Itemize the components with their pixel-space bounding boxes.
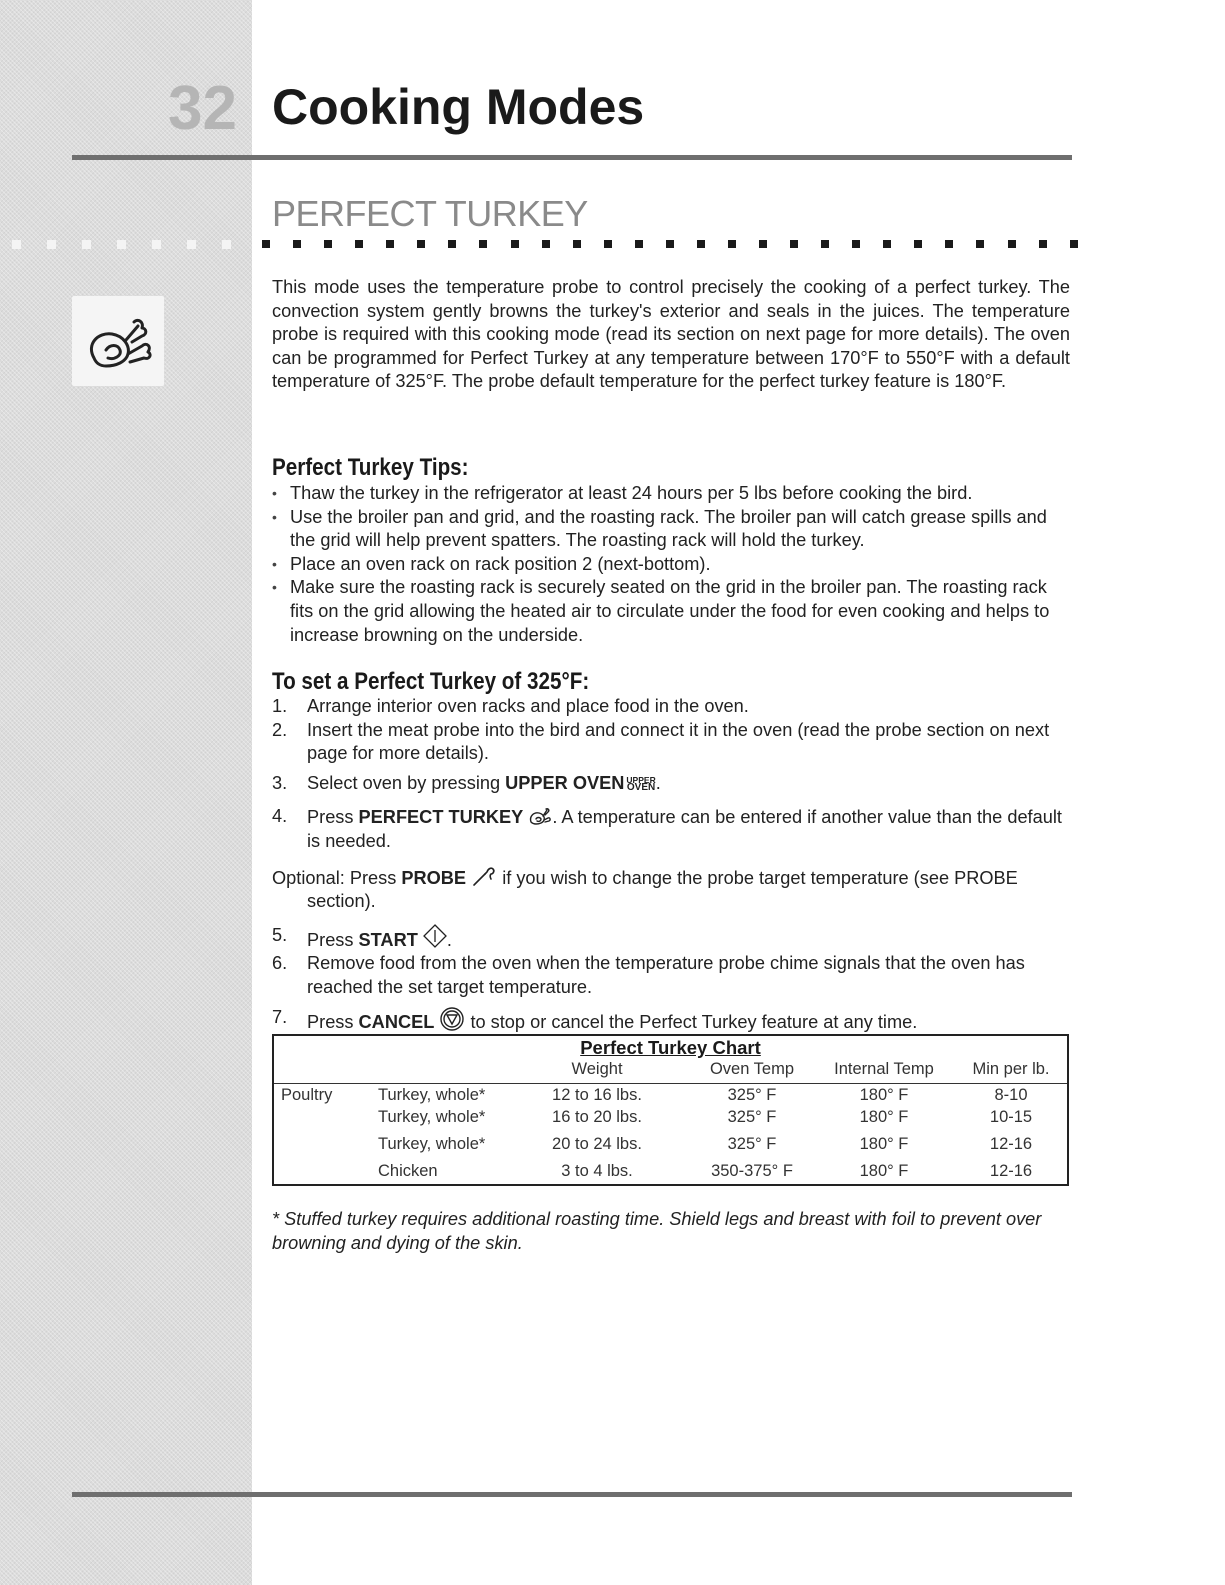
start-key-label: START <box>358 929 418 950</box>
step-number: 5. <box>272 924 288 945</box>
step-number: 1. <box>272 696 288 716</box>
table-row: Turkey, whole* 16 to 20 lbs. 325° F 180° F 10-15 <box>378 1108 1033 1126</box>
step-2 <box>272 719 1070 766</box>
bottom-rule <box>72 1492 1072 1497</box>
chart-header-divider <box>274 1083 1067 1084</box>
step-text: Arrange interior oven racks and place food in the oven. <box>307 696 749 716</box>
chart-footnote: * Stuffed turkey requires additional roasting time. Shield legs and breast with foil to prevent over browning and dying of the skin. <box>272 1209 1042 1253</box>
top-rule <box>72 155 1072 160</box>
perfect-turkey-key-label: PERFECT TURKEY <box>358 807 524 828</box>
step-number: 6. <box>272 953 288 974</box>
probe-icon <box>471 864 497 888</box>
tips-list <box>272 482 1070 647</box>
header-oven-temp: Oven Temp <box>709 1060 795 1078</box>
step-4: 4. Press PERFECT TURKEY . A temperature can be entered if another value than the default is needed. <box>272 806 1062 851</box>
probe-key-label: PROBE <box>401 867 467 888</box>
cancel-key-label: CANCEL <box>358 1011 435 1032</box>
intro-paragraph: This mode uses the temperature probe to control precisely the cooking of a perfect turkey. The convection system gently browns the turkey's exterior and seals in the juices. The temperature probe is required with this cooking mode (read its section on next page for more details). The oven can be programmed for Perfect Turkey at any temperature between 170°F to 550°F with a default temperature of 325°F. The probe default temperature for the perfect turkey feature is 180°F. <box>272 277 1070 392</box>
start-icon <box>423 924 447 950</box>
turkey-mode-icon-box <box>72 296 164 386</box>
section-heading: PERFECT TURKEY <box>272 193 588 234</box>
step-number: 3. <box>272 772 288 793</box>
step-6: 6. Remove food from the oven when the temperature probe chime signals that the oven has reached the set target temperature. <box>272 953 1025 997</box>
step-5: 5. Press START . <box>272 924 452 950</box>
page-number: 32 <box>168 74 237 143</box>
step-text: Insert the meat probe into the bird and connect it in the oven (read the probe section on next page for more details). <box>307 719 1050 764</box>
table-row: Chicken 3 to 4 lbs. 350-375° F 180° F 12-16 <box>378 1162 1033 1180</box>
turkey-icon <box>72 296 164 386</box>
step-3: 3. Select oven by pressing UPPER OVEN UPPER OVEN . <box>272 772 1070 796</box>
perfect-turkey-chart <box>272 1034 1069 1186</box>
header-internal-temp: Internal Temp <box>834 1060 934 1078</box>
header-min-per-lb: Min per lb. <box>972 1060 1050 1078</box>
table-row: Poultry Turkey, whole* 12 to 16 lbs. 325° F 180° F 8-10 <box>281 1086 1028 1104</box>
list-item: • Thaw the turkey in the refrigerator at least 24 hours per 5 lbs before cooking the bird. <box>272 482 1070 506</box>
table-row: Turkey, whole* 20 to 24 lbs. 325° F 180° F 12-16 <box>378 1135 1033 1153</box>
step-text: Select oven by pressing <box>307 772 506 793</box>
page-title: Cooking Modes <box>272 79 645 135</box>
list-item: • Make sure the roasting rack is securely seated on the grid in the broiler pan. The roasting rack fits on the grid allowing the heated air to circulate under the food for even cooking and helps to increase browning on the underside. <box>272 576 1070 647</box>
steps-list <box>272 695 1070 1034</box>
step-1 <box>272 695 1070 719</box>
step-number: 7. <box>272 1006 288 1027</box>
sidebar-band <box>0 0 252 1585</box>
list-item: • Place an oven rack on rack position 2 (next-bottom). <box>272 553 1070 577</box>
chart-header-row <box>274 1060 1067 1082</box>
step-7: 7. Press CANCEL to stop or cancel the Perfect Turkey feature at any time. <box>272 1006 918 1032</box>
cancel-icon <box>439 1006 465 1032</box>
list-item: • Use the broiler pan and grid, and the roasting rack. The broiler pan will catch grease spills and the grid will help prevent spatters. The roasting rack will hold the turkey. <box>272 506 1070 553</box>
tips-heading: Perfect Turkey Tips: <box>272 454 469 481</box>
steps-heading: To set a Perfect Turkey of 325°F: <box>272 668 590 695</box>
header-weight: Weight <box>571 1060 623 1078</box>
upper-oven-key-label: UPPER OVEN <box>505 772 625 793</box>
chart-title: Perfect Turkey Chart <box>580 1037 761 1058</box>
turkey-icon <box>528 805 552 827</box>
optional-step: Optional: Press PROBE if you wish to change the probe target temperature (see PROBE section). <box>272 864 1070 914</box>
step-number: 2. <box>272 719 288 740</box>
sidebar-dot-row <box>6 240 262 252</box>
section-dot-divider <box>262 240 1078 250</box>
upper-oven-key-icon: UPPER OVEN <box>626 774 656 793</box>
step-number: 4. <box>272 806 288 827</box>
